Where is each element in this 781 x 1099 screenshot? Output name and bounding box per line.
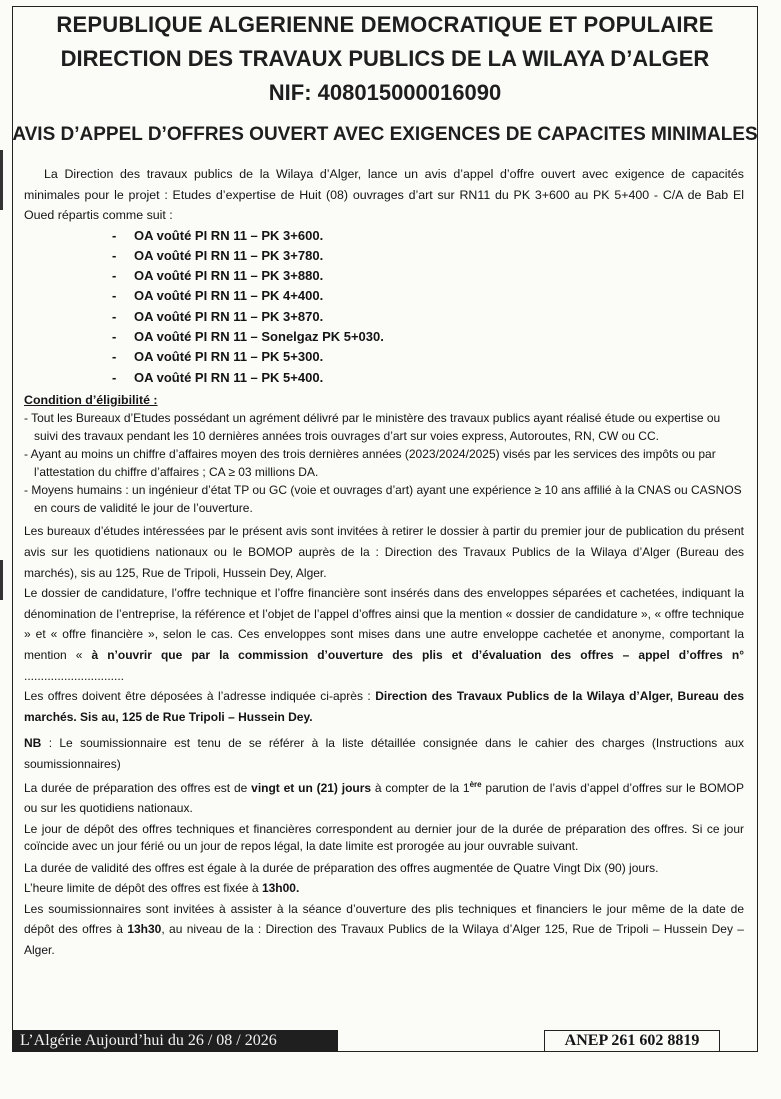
eligibility-list [24,410,744,517]
eligibility-title: Condition d’éligibilité : [24,392,158,407]
nb-text: : Le soumissionnaire est tenu de se référer à la liste détaillée consignée dans le cahier des charges (Instructions aux soumissionnaires) [24,736,744,771]
validite-paragraph: La durée de validité des offres est égale à la durée de préparation des offres augmentée de Quatre Vingt Dix (90) jours. [24,860,659,875]
dossier-dots: .............................. [24,668,125,683]
header-nif: NIF: 408015000016090 [268,80,502,105]
nb-label: NB [24,736,42,751]
eligibility-item: - Tout les Bureaux d’Etudes possédant un agrément délivré par le ministère des travaux publics ayant réalisé étude ou expertise ou suivi des travaux pendant les 10 dernières années trois ouvrages d’art sur voies express, Autoroutes, RN, CW ou CC. [24,410,744,445]
structure-item: - OA voûté PI RN 11 – PK 3+870. [112,307,744,327]
notice-title: AVIS D’APPEL D’OFFRES OUVERT AVEC EXIGENCES DE CAPACITES MINIMALES [12,124,758,145]
heure-limit: 13h00. [261,881,300,896]
depot-paragraph [24,686,744,727]
structure-item: - OA voûté PI RN 11 – PK 5+300. [112,347,744,367]
structure-item: - OA voûté PI RN 11 – PK 3+600. [112,226,744,246]
anep-reference: ANEP 261 602 8819 [544,1030,720,1052]
heure-text: L’heure limite de dépôt des offres est fixée à [24,881,262,896]
header-direction: DIRECTION DES TRAVAUX PUBLICS DE LA WILAYA D’ALGER [60,46,710,71]
header-country: REPUBLIQUE ALGERIENNE DEMOCRATIQUE ET POPULAIRE [56,12,714,37]
scan-edge-mark [0,560,3,600]
seance-text-2: , au niveau de la : Direction des Travaux Publics de la Wilaya d’Alger 125, Rue de Tripoli – Hussein Dey – Alger. [24,922,744,958]
duree-days: vingt et un (21) jours [251,780,372,795]
structure-item: - OA voûté PI RN 11 – PK 5+400. [112,368,744,388]
duree-sup: ère [469,779,482,789]
seance-time: 13h30 [127,922,162,937]
seance-paragraph [24,899,744,961]
duree-paragraph [24,775,744,819]
notice-body [24,164,744,961]
structures-list [112,226,744,388]
scan-edge-mark [0,150,3,210]
structure-item: - OA voûté PI RN 11 – PK 3+780. [112,246,744,266]
newspaper-footer: L’Algérie Aujourd’hui du 26 / 08 / 2026 [12,1030,338,1052]
eligibility-item: - Ayant au moins un chiffre d’affaires moyen des trois dernières années (2023/2024/2025) visés par les services des impôts ou par l’attestation du chiffre d’affaires ; CA ≥ 03 millions DA. [24,446,744,481]
structure-item: - OA voûté PI RN 11 – Sonelgaz PK 5+030. [112,327,744,347]
seance-text-1: Les soumissionnaires sont invitées à assister à la séance d’ouverture des plis techniques et financiers le jour même de la date de dépôt des offres à [24,901,744,937]
dossier-paragraph [24,583,744,686]
intro-paragraph: La Direction des travaux publics de la Wilaya d’Alger, lance un avis d’appel d’offre ouvert avec exigence de capacités minimales pour le projet : Etudes d’expertise de Huit (08) ouvrages d’art sur RN11 du PK 3+600 au PK 5+400 - C/A de Bab El Oued répartis comme suit : [24,167,744,222]
duree-text-3: parution de l’avis d’appel d’offres sur le BOMOP ou sur les quotidiens nationaux. [24,780,745,816]
nb-paragraph [24,733,744,774]
duree-text-2: à compter de la 1 [371,780,470,795]
jour-depot-paragraph: Le jour de dépôt des offres techniques et financières correspondent au dernier jour de la durée de préparation des offres. Si ce jour coïncide avec un jour férié ou un jour de repos légal, la date limite est prorogée au jour ouvrable suivant. [24,821,744,854]
dossier-text: Le dossier de candidature, l’offre technique et l’offre financière sont insérés dans des enveloppes séparées et cachetées, indiquant la dénomination de l’entreprise, la référence et l’objet de l’appel d’offres ainsi que la mention « dossier de candidature », « offre technique » et « offre financière », selon le cas. Ces enveloppes sont mises dans une autre enveloppe cachetée et anonyme, comportant la mention « [24,586,744,662]
retrait-paragraph: Les bureaux d’études intéressées par le présent avis sont invitées à retirer le dossier à partir du premier jour de publication du présent avis sur les quotidiens nationaux ou le BOMOP auprès de la : Direction des Travaux Publics de la Wilaya d’Alger (Bureau des marchés), sis au 125, Rue de Tripoli, Hussein Dey, Alger. [24,524,744,580]
structure-item: - OA voûté PI RN 11 – PK 4+400. [112,286,744,306]
dossier-mention: à n’ouvrir que par la commission d’ouverture des plis et d’évaluation des offres – appel d’offres n° [82,647,744,662]
depot-address: Direction des Travaux Publics de la Wilaya d’Alger, Bureau des marchés. Sis au, 125 de Rue Tripoli – Hussein Dey. [24,689,745,724]
duree-text-1: La durée de préparation des offres est de [24,780,252,795]
depot-intro: Les offres doivent être déposées à l’adresse indiquée ci-après : [24,689,376,704]
structure-item: - OA voûté PI RN 11 – PK 3+880. [112,266,744,286]
eligibility-item: - Moyens humains : un ingénieur d’état TP ou GC (voie et ouvrages d’art) ayant une expérience ≥ 10 ans affilié à la CNAS ou CASNOS en cours de validité le jour de l’ouverture. [24,482,744,517]
heure-paragraph [24,878,744,899]
